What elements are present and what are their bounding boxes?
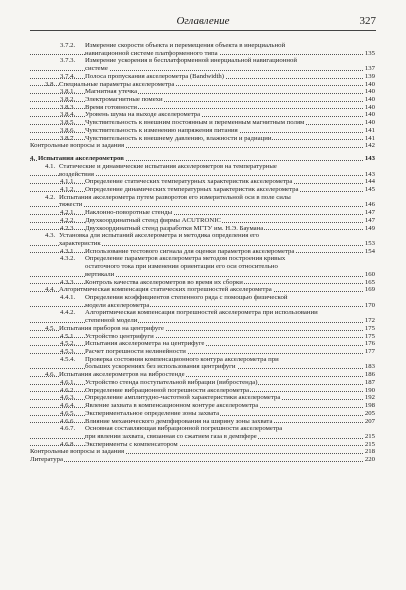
page-number: 327 xyxy=(359,15,376,27)
toc-entry-title: Статические и динамические испытания акселерометров на температурные xyxy=(59,162,277,170)
toc-entry-title: Алгоритмическая компенсация погрешностей акселерометра при использовании xyxy=(85,309,318,317)
toc-entry[interactable] xyxy=(30,309,375,324)
toc-entry-title: Испытания приборов на центрифуге xyxy=(59,324,164,332)
toc-entry[interactable] xyxy=(30,410,375,418)
toc-entry-title: Использование тестового сигнала для оценки параметров акселерометра xyxy=(85,247,295,255)
toc-entry-number: 4.5.3. xyxy=(60,348,76,356)
toc-entry-title: Устройство стенда поступательной вибрации (вибростенда) xyxy=(85,378,258,386)
toc-entry-title: больших ускорениях без использования центрифуги xyxy=(85,363,236,371)
toc-entry-number: 3.8.4. xyxy=(60,111,76,119)
toc-entry[interactable] xyxy=(30,96,375,104)
toc-page-number: 146 xyxy=(364,201,375,209)
toc-entry-number: 4.1.2. xyxy=(60,185,76,193)
toc-entry-title: Определение амплитудно-частотной характеристики акселерометра xyxy=(85,394,281,402)
toc-entry-number: 4.4.2. xyxy=(60,309,76,317)
toc-entry-title: Специальные параметры акселерометра xyxy=(59,80,175,88)
toc-entry-title: остаточного тока при изменении ориентации его оси относительно xyxy=(85,263,278,271)
toc-entry[interactable] xyxy=(30,127,375,135)
toc-entry-title: модели акселерометра xyxy=(85,301,150,309)
toc-entry-title: Определения коэффициентов степенного ряда с помощью физической xyxy=(85,294,288,301)
toc-page-number: 165 xyxy=(364,278,375,286)
toc-entry-number: 3.8.3. xyxy=(60,103,76,111)
toc-entry-number: 4.1. xyxy=(45,162,56,170)
toc-entry-title: Устройство центрифуги xyxy=(85,332,154,340)
toc-entry-title: Испытания акселерометров xyxy=(38,155,124,163)
toc-page-number: 140 xyxy=(364,119,375,127)
toc-entry-title: Испытания акселерометра на центрифуге xyxy=(85,340,205,348)
toc-entry-title: Наклонно-поворотные стенды xyxy=(85,209,173,217)
toc-entry-number: 4.3.2. xyxy=(60,255,76,263)
toc-page-number: 183 xyxy=(364,363,375,371)
toc-entry-number: 4.5. xyxy=(45,324,56,332)
toc-page-number: 220 xyxy=(364,456,375,464)
toc-entry-title: Уровень шума на выходе акселерометра xyxy=(85,111,201,119)
toc-page-number: 142 xyxy=(364,142,375,150)
toc-page-number: 147 xyxy=(364,209,375,217)
toc-entry-title: Двухкоординатный стенд разработки МГТУ им. Н.Э. Баумана xyxy=(85,224,264,232)
toc-page-number: 140 xyxy=(364,88,375,96)
toc-entry[interactable] xyxy=(30,217,375,225)
toc-entry-number: 4.6.3. xyxy=(60,394,76,402)
toc-page-number: 135 xyxy=(364,49,375,57)
toc-entry[interactable] xyxy=(30,142,375,150)
toc-entry-number: 3.8.6. xyxy=(60,126,76,134)
toc-entry-number: 4.6.5. xyxy=(60,409,76,417)
toc-page-number: 140 xyxy=(364,103,375,111)
toc-entry-title: системе xyxy=(85,65,108,73)
toc-entry-title: Контрольные вопросы и задания xyxy=(30,142,125,150)
toc-entry-number: 3.8.1. xyxy=(60,88,76,96)
toc-entry[interactable] xyxy=(30,209,375,217)
toc-entry-title: степенной модели xyxy=(85,317,138,325)
toc-entry-title: Электромагнитные помехи xyxy=(85,96,163,104)
toc-entry-title: Контроль качества акселерометров во время их сборки xyxy=(85,278,243,286)
toc-entry[interactable] xyxy=(30,178,375,186)
toc-entry[interactable] xyxy=(30,286,375,294)
toc-page-number: 187 xyxy=(364,378,375,386)
toc-entry-title: Проверка состояния компенсационного контура акселерометра при xyxy=(85,355,279,363)
toc-entry[interactable] xyxy=(30,104,375,112)
leader-dots xyxy=(30,337,363,338)
toc-entry-number: 3.8.5. xyxy=(60,119,76,127)
toc-entry[interactable] xyxy=(30,81,375,89)
toc-page-number: 192 xyxy=(364,394,375,402)
leader-dots xyxy=(30,322,363,323)
leader-dots xyxy=(30,101,363,102)
toc-entry-title: Расчет погрешности нелинейности xyxy=(85,348,186,356)
toc-entry-number: 4.6. xyxy=(45,371,56,379)
toc-entry-number: 4.3. xyxy=(45,232,56,240)
toc-entry-title: при явлении захвата, связанная со сжатием газа в демпфере xyxy=(85,432,257,440)
toc-entry-title: Определение вибрационной погрешности акселерометра xyxy=(85,386,250,394)
running-title: Оглавление xyxy=(176,15,230,27)
page-header xyxy=(30,14,376,31)
toc-entry-number: 4.5.2. xyxy=(60,340,76,348)
toc-page-number: 215 xyxy=(364,432,375,440)
toc-page-number: 145 xyxy=(364,185,375,193)
toc-entry-title: Литература xyxy=(30,456,63,464)
toc-entry[interactable] xyxy=(30,294,375,309)
toc-page-number: 205 xyxy=(364,409,375,417)
leader-dots xyxy=(30,70,363,71)
leader-dots xyxy=(30,461,363,462)
toc-page-number: 170 xyxy=(364,301,375,309)
toc-entry-title: Магнитная утечка xyxy=(85,88,138,96)
toc-entry[interactable] xyxy=(30,194,375,209)
toc-page-number: 141 xyxy=(364,126,375,134)
toc-entry-number: 4.5.1. xyxy=(60,332,76,340)
toc-entry-title: Испытания акселерометра путем разворотов его измерительной оси в поле силы xyxy=(59,193,291,201)
toc-entry-title: Чувствительность к внешним постоянным и переменным магнитным полям xyxy=(85,119,305,127)
toc-entry-number: 4.6.7. xyxy=(60,425,76,433)
leader-dots xyxy=(30,445,363,446)
toc-entry-number: 4.5.4. xyxy=(60,355,76,363)
toc-entry-title: Чувствительность к изменению напряжения питания xyxy=(85,126,238,134)
toc-entry-number: 3.8.2. xyxy=(60,96,76,104)
toc-entry[interactable] xyxy=(30,340,375,348)
toc-entry-number: 4.3.1. xyxy=(60,247,76,255)
toc-entry-title: навигационной системе платформенного типа xyxy=(85,49,218,57)
toc-entry[interactable] xyxy=(30,402,375,410)
toc-page-number: 186 xyxy=(364,371,375,379)
toc-entry-title: Установка для испытаний акселерометра и методика определения его xyxy=(59,232,260,240)
toc-entry-number: 4.2.3. xyxy=(60,224,76,232)
toc-entry-title: тяжести xyxy=(59,201,83,209)
toc-entry-title: Основная составляющая вибрационной погрешности акселерометра xyxy=(85,425,283,433)
toc-entry[interactable] xyxy=(30,394,375,402)
toc-entry-number: 3.7.4. xyxy=(60,72,76,80)
leader-dots xyxy=(30,214,363,215)
toc-page-number: 137 xyxy=(364,65,375,73)
toc-entry[interactable] xyxy=(30,42,375,57)
toc-entry[interactable] xyxy=(30,379,375,387)
leader-dots xyxy=(30,306,363,307)
toc-entry[interactable] xyxy=(30,356,375,371)
table-of-contents xyxy=(30,42,375,464)
toc-entry-title: Экспериментальное определение зоны захвата xyxy=(85,409,220,417)
toc-entry[interactable] xyxy=(30,448,375,456)
toc-entry-title: Определение динамических температурных характеристик акселерометра xyxy=(85,185,299,193)
toc-page-number: 176 xyxy=(364,340,375,348)
toc-entry-number: 3.7.3. xyxy=(60,57,76,65)
toc-entry-title: Явление захвата в компенсационном контуре акселерометра xyxy=(85,402,259,410)
toc-page-number: 143 xyxy=(364,170,375,178)
toc-entry-number: 4.6.4. xyxy=(60,402,76,410)
toc-entry[interactable] xyxy=(30,456,375,464)
toc-entry-title: Время готовности xyxy=(85,103,137,111)
toc-page-number: 153 xyxy=(364,239,375,247)
toc-page-number: 140 xyxy=(364,96,375,104)
toc-page-number: 140 xyxy=(364,111,375,119)
toc-entry-title: Алгоритмическая компенсация статических погрешностей акселерометра xyxy=(59,286,272,294)
toc-entry-number: 4.1.1. xyxy=(60,178,76,186)
leader-dots xyxy=(30,276,363,277)
toc-entry[interactable] xyxy=(30,425,375,440)
toc-page-number: 198 xyxy=(364,402,375,410)
toc-page-number: 215 xyxy=(364,440,375,448)
toc-page-number: 154 xyxy=(364,247,375,255)
toc-entry[interactable] xyxy=(30,163,375,178)
toc-entry-title: Контрольные вопросы и задания xyxy=(30,448,125,456)
toc-entry-number: 4. xyxy=(30,155,36,163)
toc-page-number: 172 xyxy=(364,317,375,325)
leader-dots xyxy=(30,93,363,94)
toc-entry-number: 4.2.1. xyxy=(60,209,76,217)
leader-dots xyxy=(30,353,363,354)
toc-page-number: 175 xyxy=(364,324,375,332)
toc-entry[interactable] xyxy=(30,73,375,81)
toc-entry-number: 4.6.6. xyxy=(60,417,76,425)
toc-page-number: 141 xyxy=(364,134,375,142)
toc-entry-title: характеристик xyxy=(59,239,101,247)
toc-entry-title: Двухкоординатный стенд фирмы ACUTRONIC xyxy=(85,216,221,224)
toc-entry-title: Измерение ускорения в бесплатформенной инерциальной навигационной xyxy=(85,57,297,65)
toc-page-number: 139 xyxy=(364,72,375,80)
toc-entry-title: Измерение скорости объекта и перемещения объекта в инерциальной xyxy=(85,42,286,49)
toc-page-number: 175 xyxy=(364,332,375,340)
leader-dots xyxy=(30,108,363,109)
toc-entry-title: Влияние механического демпфирования на ширину зоны захвата xyxy=(85,417,273,425)
toc-page-number: 160 xyxy=(364,270,375,278)
toc-page-number: 144 xyxy=(364,178,375,186)
toc-page-number: 169 xyxy=(364,286,375,294)
toc-entry[interactable] xyxy=(30,88,375,96)
toc-entry-title: воздействия xyxy=(59,170,94,178)
toc-entry[interactable] xyxy=(30,255,375,278)
toc-entry-title: Полоса пропускания акселерометра (Bandwidth) xyxy=(85,72,225,80)
toc-entry-number: 4.2.2. xyxy=(60,216,76,224)
toc-entry[interactable] xyxy=(30,57,375,72)
toc-page-number: 177 xyxy=(364,348,375,356)
toc-entry-title: Определение параметров акселерометра методом построения кривых xyxy=(85,255,286,263)
toc-entry[interactable] xyxy=(30,155,375,163)
toc-entry-number: 3.8. xyxy=(45,80,56,88)
toc-entry-title: Эксперименты с компенсатором xyxy=(85,440,178,448)
toc-page-number: 143 xyxy=(364,155,375,163)
toc-entry[interactable] xyxy=(30,325,375,333)
toc-page-number: 190 xyxy=(364,386,375,394)
toc-entry-number: 4.6.2. xyxy=(60,386,76,394)
toc-page-number: 207 xyxy=(364,417,375,425)
toc-entry[interactable] xyxy=(30,186,375,194)
toc-page-number: 140 xyxy=(364,80,375,88)
toc-entry[interactable] xyxy=(30,371,375,379)
toc-page-number: 149 xyxy=(364,224,375,232)
toc-page-number: 218 xyxy=(364,448,375,456)
toc-entry-title: Чувствительность к внешнему давлению, влажности и радиации xyxy=(85,134,272,142)
toc-entry-title: Определение статических температурных характеристик акселерометра xyxy=(85,178,293,186)
toc-entry-number: 4.4. xyxy=(45,286,56,294)
toc-entry-number: 4.6.8. xyxy=(60,440,76,448)
toc-entry-title: вертикали xyxy=(85,270,115,278)
toc-entry[interactable] xyxy=(30,119,375,127)
toc-entry-number: 4.3.3. xyxy=(60,278,76,286)
toc-entry-number: 4.2. xyxy=(45,193,56,201)
toc-entry-number: 3.7.2. xyxy=(60,42,76,49)
toc-entry-number: 4.6.1. xyxy=(60,378,76,386)
toc-entry[interactable] xyxy=(30,348,375,356)
toc-page-number: 147 xyxy=(364,216,375,224)
toc-entry-number: 4.4.1. xyxy=(60,294,76,301)
toc-entry[interactable] xyxy=(30,232,375,247)
toc-entry-number: 3.8.7. xyxy=(60,134,76,142)
toc-entry-title: Испытания акселерометров на вибростенде xyxy=(59,371,185,379)
